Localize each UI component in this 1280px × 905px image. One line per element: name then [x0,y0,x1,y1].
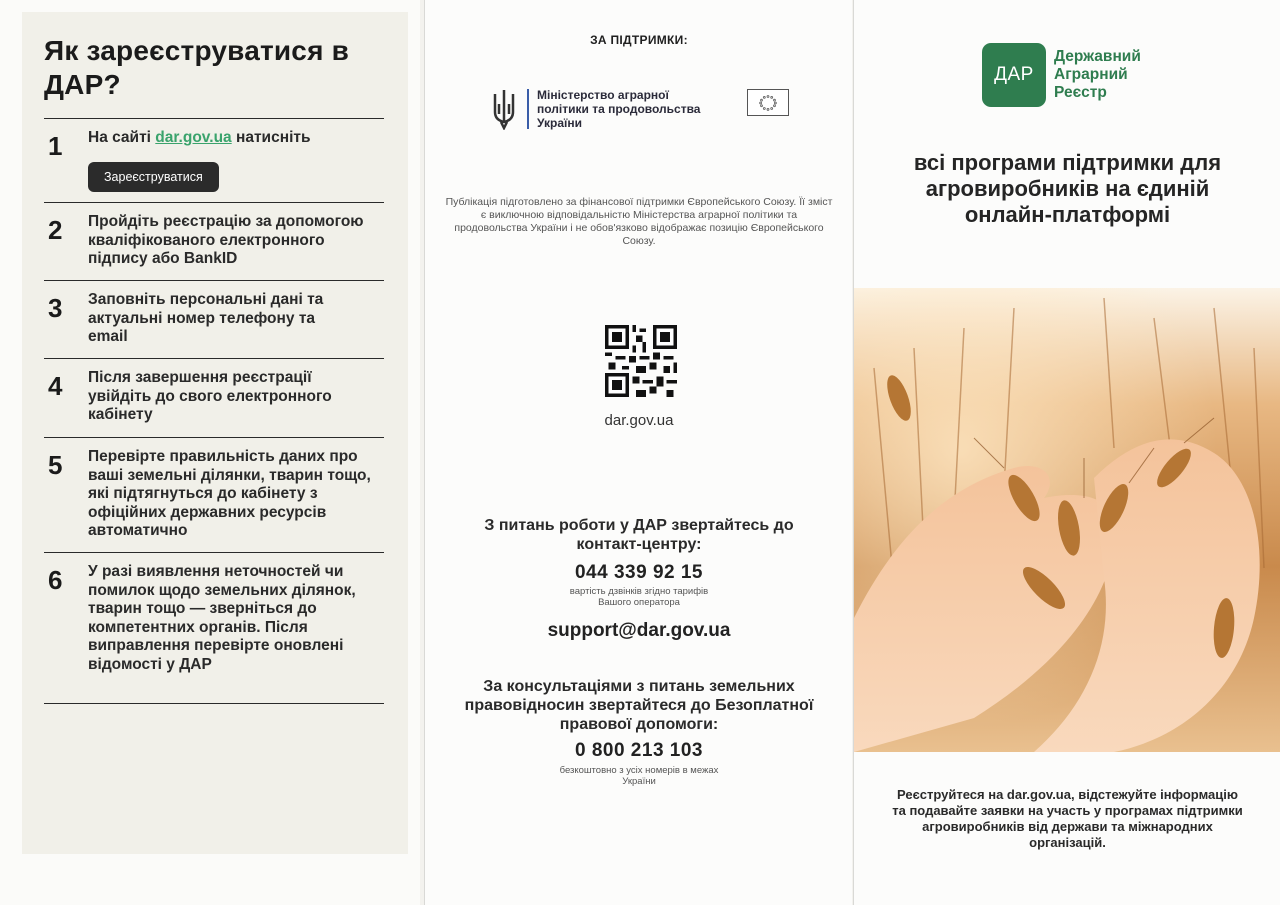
ministry-logo [489,88,717,130]
contact-phone[interactable]: 044 339 92 15 [574,562,703,583]
step-number: 6 [48,565,63,595]
step-text: Заповніть персональні дані та актуальні номер телефону та email [88,291,324,345]
logo-abbr: ДАР [994,64,1034,85]
step-text: натисніть [231,129,311,146]
step-number: 3 [48,293,63,323]
logo-line: Аграрний [1054,66,1128,83]
legal-phone[interactable]: 0 800 213 103 [574,740,703,761]
step-text: Перевірте правильність даних про ваші земельні ділянки, тварин тощо, які підтягнуться до кабінету з офіційних державних ресурсів автоматично [88,448,371,539]
eu-flag-icon [747,89,789,116]
qr-code-icon[interactable] [605,325,677,397]
middle-panel [424,0,852,905]
wheat-hands-image [854,288,1280,752]
disclaimer-text: Публікація підготовлено за фінансової підтримки Європейського Союзу. Її зміст є виключною відповідальністю Міністерства аграрної політики та продовольства України і не обов'язково відображає позицію Європейського Союзу. [445,196,833,247]
step-text: Пройдіть реєстрацію за допомогою кваліфікованого електронного підпису або BankID [88,213,364,267]
ministry-name: Міністерство аграрної політики та продовольства України [537,88,701,130]
site-link[interactable]: dar.gov.ua [155,129,232,146]
wheat-hands-illustration [854,288,1280,752]
step-1 [44,118,384,202]
site-url[interactable]: dar.gov.ua [604,412,674,429]
step-number: 5 [48,450,63,480]
step-6 [44,552,384,704]
contact-heading: З питань роботи у ДАР звертайтесь до контакт-центру: [484,517,794,553]
step-number: 1 [48,131,63,161]
support-email[interactable]: support@dar.gov.ua [547,620,731,641]
register-button[interactable]: Зареєструватися [88,162,219,193]
step-text: Після завершення реєстрації увійдіть до свого електронного кабінету [88,369,332,423]
legal-heading: За консультаціями з питань земельних правовідносин звертайтеся до Безоплатної правової допомоги: [464,678,814,733]
step-number: 2 [48,215,63,245]
tagline: всі програми підтримки для агровиробників на єдиній онлайн-платформі [913,150,1222,227]
step-number: 4 [48,371,63,401]
registration-card [22,12,408,854]
right-panel [853,0,1280,905]
step-text: У разі виявлення неточностей чи помилок щодо земельних ділянок, тварин тощо — зверніться до компетентних органів. Після виправлення перевірте оновлені відомості у ДАР [88,563,356,673]
steps-list [44,118,384,704]
page-title: Як зареєструватися в ДАР? [44,35,350,100]
step-text: На сайті [88,129,156,146]
logo-line: Реєстр [1054,84,1107,101]
logo-name [1054,48,1141,102]
step-4 [44,358,384,437]
support-title: ЗА ПІДТРИМКИ: [590,33,688,47]
phone-note: вартість дзвінків згідно тарифів Вашого оператора [569,586,709,608]
logo-line: Державний [1054,48,1141,65]
dar-logo [982,43,1046,107]
step-5 [44,437,384,552]
legal-note: безкоштовно з усіх номерів в межах України [559,765,719,787]
bottom-cta-text: Реєструйтеся на dar.gov.ua, відстежуйте інформацію та подавайте заявки на участь у програмах підтримки агровиробників від держави та міжнародних організацій. [892,787,1243,850]
trident-icon [489,88,519,130]
left-panel [0,0,420,905]
divider [527,89,529,129]
step-2 [44,202,384,280]
step-3 [44,280,384,358]
